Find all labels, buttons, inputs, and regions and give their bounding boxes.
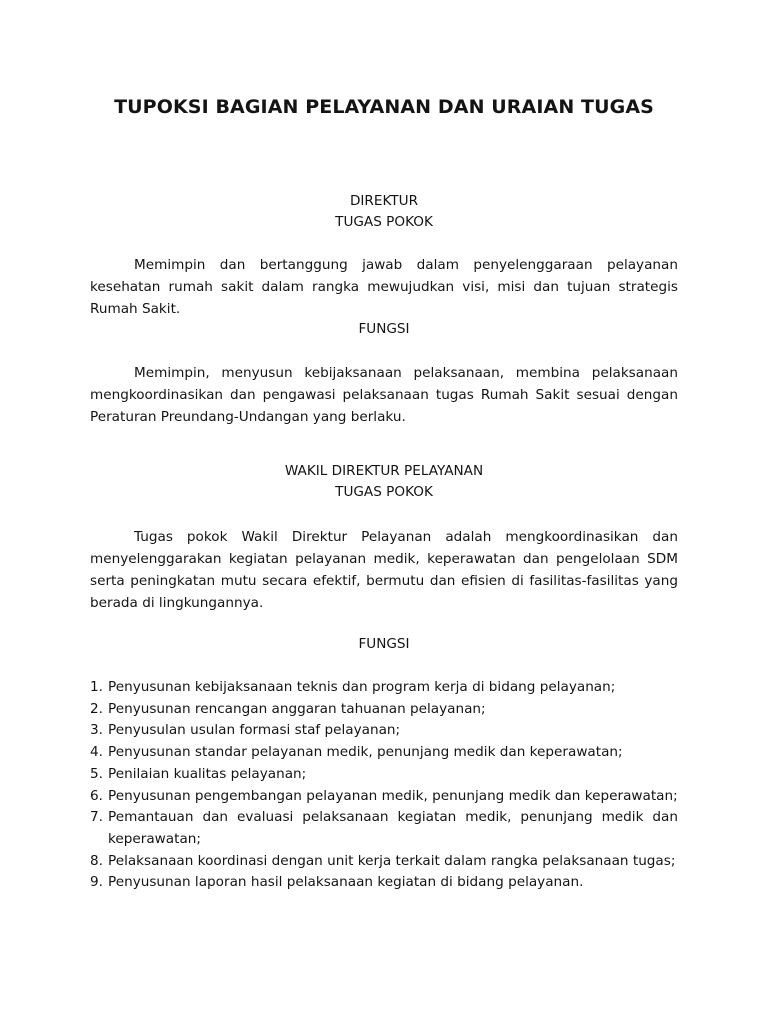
list-item-text: Penyusunan laporan hasil pelaksanaan kegiatan di bidang pelayanan. xyxy=(108,874,584,891)
list-item-text: Penyusunan rencangan anggaran tahuanan pelayanan; xyxy=(108,700,486,717)
list-item xyxy=(90,764,678,786)
list-item xyxy=(90,742,678,764)
list-item-number: 1. xyxy=(90,679,103,695)
tugas-pokok-text-wakil-direktur: Tugas pokok Wakil Direktur Pelayanan adalah mengkoordinasikan dan menyelenggarakan kegiatan pelayanan medik, keperawatan dan pengelolaan SDM serta peningkatan mutu secara efektif, bermutu dan efisien di fasilitas-fasilitas yang berada di lingkungannya. xyxy=(90,529,678,611)
list-item-number: 9. xyxy=(90,874,103,891)
list-item-text: Penyusunan pengembangan pelayanan medik, penunjang medik dan keperawatan; xyxy=(108,787,678,804)
list-item xyxy=(90,872,678,894)
list-item-text: Pemantauan dan evaluasi pelaksanaan kegiatan medik, penunjang medik dan keperawatan; xyxy=(108,809,678,847)
list-item xyxy=(90,699,678,721)
document-title: TUPOKSI BAGIAN PELAYANAN DAN URAIAN TUGAS xyxy=(114,96,654,118)
fungsi-text-direktur: Memimpin, menyusun kebijaksanaan pelaksanaan, membina pelaksanaan mengkoordinasikan dan pengawasi pelaksanaan tugas Rumah Sakit sesuai dengan Peraturan Preundang-Undangan yang berlaku. xyxy=(90,365,678,425)
list-item-text: Pelaksanaan koordinasi dengan unit kerja terkait dalam rangka pelaksanaan tugas; xyxy=(108,852,676,869)
list-item-number: 2. xyxy=(90,700,103,717)
list-item-number: 7. xyxy=(90,809,103,826)
section-heading-direktur: DIREKTUR xyxy=(349,193,419,209)
fungsi-list xyxy=(90,677,678,894)
list-item-number: 5. xyxy=(90,765,103,782)
list-item-text: Penyusulan usulan formasi staf pelayanan; xyxy=(108,722,401,739)
list-item-number: 4. xyxy=(90,744,103,761)
list-item-number: 8. xyxy=(90,852,103,869)
fungsi-label-direktur: FUNGSI xyxy=(358,321,410,337)
tugas-pokok-label-direktur: TUGAS POKOK xyxy=(335,214,433,230)
list-item-text: Penilaian kualitas pelayanan; xyxy=(108,765,307,782)
list-item xyxy=(90,807,678,850)
tugas-pokok-label-wakil-direktur: TUGAS POKOK xyxy=(335,484,433,500)
section-heading-wakil-direktur: WAKIL DIREKTUR PELAYANAN xyxy=(284,463,484,479)
list-item xyxy=(90,720,678,742)
list-item xyxy=(90,786,678,808)
tugas-pokok-text-direktur: Memimpin dan bertanggung jawab dalam penyelenggaraan pelayanan kesehatan rumah sakit dalam rangka mewujudkan visi, misi dan tujuan strategis Rumah Sakit. xyxy=(90,257,678,317)
list-item-number: 3. xyxy=(90,722,103,739)
list-item-text: Penyusunan standar pelayanan medik, penunjang medik dan keperawatan; xyxy=(108,744,623,761)
list-item-number: 6. xyxy=(90,787,103,804)
list-item-text: Penyusunan kebijaksanaan teknis dan program kerja di bidang pelayanan; xyxy=(108,679,616,695)
list-item xyxy=(90,851,678,873)
list-item xyxy=(90,677,678,699)
fungsi-label-wakil-direktur: FUNGSI xyxy=(358,636,410,652)
